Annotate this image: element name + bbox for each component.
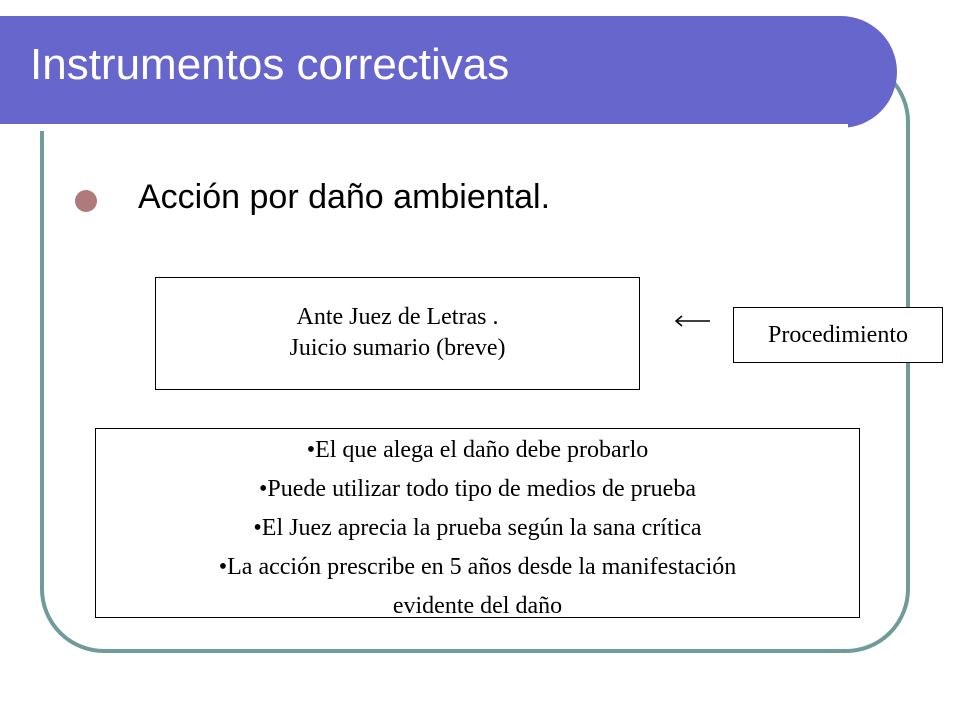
rules-line: •El que alega el daño debe probarlo — [306, 437, 649, 463]
slide-title: Instrumentos correctivas — [30, 40, 510, 89]
rules-line: evidente del daño — [392, 593, 563, 619]
procedure-label: Procedimiento — [768, 322, 908, 348]
court-line-1: Ante Juez de Letras . — [296, 304, 499, 330]
rules-box — [95, 428, 860, 618]
rules-line: •El Juez aprecia la prueba según la sana crítica — [253, 515, 702, 541]
rules-line: •Puede utilizar todo tipo de medios de prueba — [259, 476, 696, 502]
rules-line: •La acción prescribe en 5 años desde la manifestación — [218, 554, 737, 580]
bullet-text: Acción por daño ambiental. — [138, 178, 551, 216]
bullet-dot-icon — [75, 190, 97, 212]
title-underline — [0, 124, 848, 131]
court-line-2: Juicio sumario (breve) — [289, 335, 506, 361]
court-box — [155, 277, 640, 390]
left-arrow-icon — [672, 311, 712, 331]
procedure-box — [733, 307, 943, 363]
